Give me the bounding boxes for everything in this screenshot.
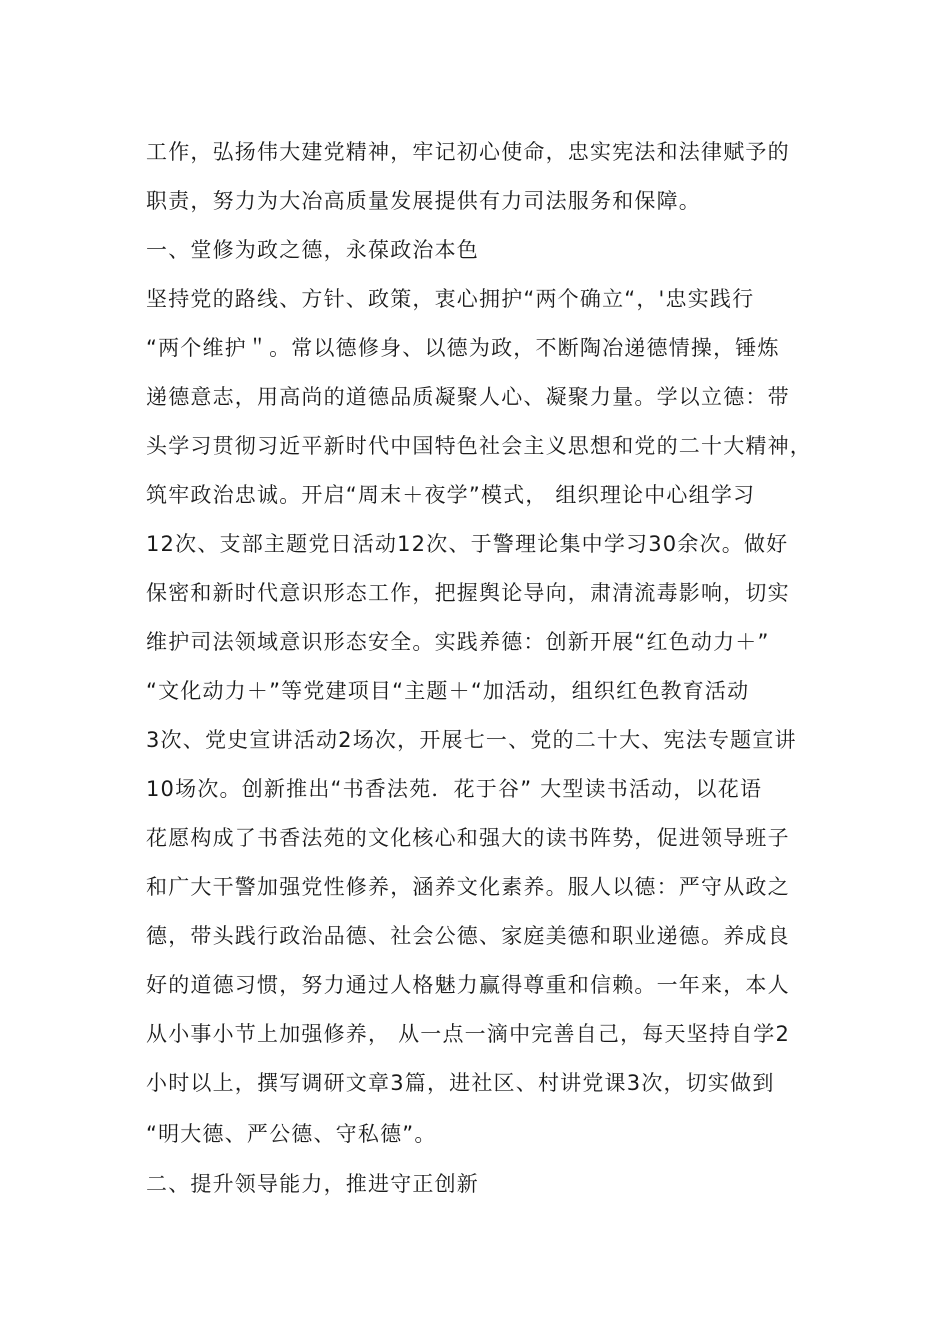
- body-line: “文化动力＋”等党建项目“主题＋“加活动，组织红色教育活动: [146, 679, 750, 703]
- body-line: 坚持党的路线、方针、政策，衷心拥护“两个确立“，'忠实践行: [146, 287, 755, 311]
- body-line: 筑牢政治忠诚。开启“周末＋夜学”模式， 组织理论中心组学习: [146, 483, 756, 507]
- body-line: 德，带头践行政治品德、社会公德、家庭美德和职业递德。养成良: [146, 924, 790, 948]
- body-line: 小时以上，撰写调研文章3篇，进社区、村讲党课3次，切实做到: [146, 1071, 775, 1095]
- body-line: “两个维护＂。常以德修身、以德为政，不断陶冶递德情操，锤炼: [146, 336, 780, 360]
- body-line: 维护司法领域意识形态安全。实践养德：创新开展“红色动力＋”: [146, 630, 770, 654]
- body-line: 保密和新时代意识形态工作，把握舆论导向，肃清流毒影响，切实: [146, 581, 790, 605]
- body-line: 10场次。创新推出“书香法苑．花于谷” 大型读书活动，以花语: [146, 777, 763, 801]
- body-line: 递德意志，用高尚的道德品质凝聚人心、凝聚力量。学以立德：带: [146, 385, 790, 409]
- body-line: 职责，努力为大冶高质量发展提供有力司法服务和保障。: [146, 189, 701, 213]
- body-line: “明大德、严公德、守私德”。: [146, 1122, 437, 1146]
- document-body: [146, 128, 826, 1209]
- section-heading-2: 二、提升领导能力，推进守正创新: [146, 1172, 479, 1196]
- body-line: 花愿构成了书香法苑的文化核心和强大的读书阵势，促进领导班子: [146, 826, 790, 850]
- body-line: 12次、支部主题党日活动12次、于警理论集中学习30余次。做好: [146, 532, 789, 556]
- body-line: 头学习贯彻习近平新时代中国特色社会主义思想和党的二十大精神，: [146, 434, 812, 458]
- body-line: 3次、党史宣讲活动2场次，开展七一、党的二十大、宪法专题宣讲: [146, 728, 797, 752]
- section-heading-1: 一、堂修为政之德，永葆政治本色: [146, 238, 479, 262]
- body-line: 从小事小节上加强修养， 从一点一滴中完善自己，每天坚持自学2: [146, 1022, 791, 1046]
- body-line: 和广大干警加强党性修养，涵养文化素养。服人以德：严守从政之: [146, 875, 790, 899]
- body-line: 工作，弘扬伟大建党精神，牢记初心使命，忠实宪法和法律赋予的: [146, 140, 790, 164]
- body-line: 好的道德习惯，努力通过人格魅力赢得尊重和信赖。一年来，本人: [146, 973, 790, 997]
